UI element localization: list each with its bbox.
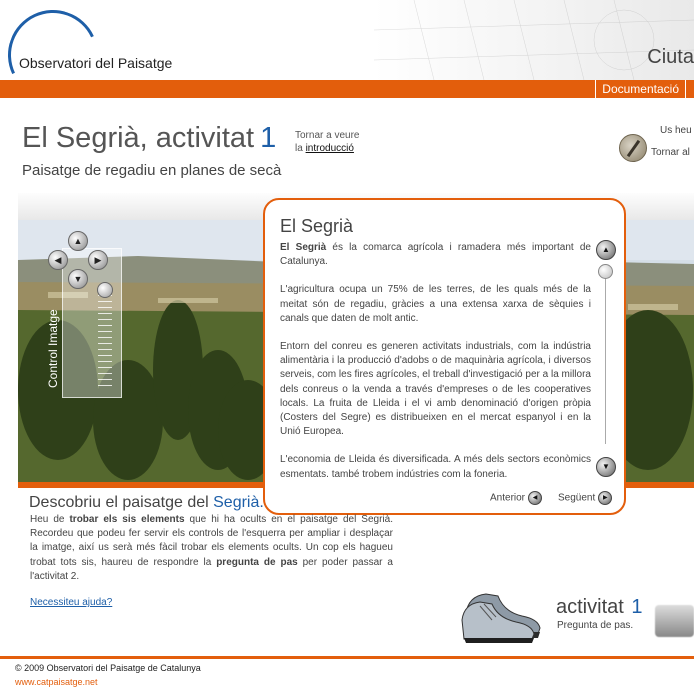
scroll-up-button[interactable]: ▲ <box>596 240 616 260</box>
previous-label: Anterior <box>490 492 526 504</box>
info-paragraph: L'agricultura ocupa un 75% de les terres, de les quals més de la meitat són de regadiu, gràcies a una extensa xarxa de sèquies i canals que daten de molt antic. <box>280 284 591 324</box>
info-panel <box>263 198 626 515</box>
pan-left-button[interactable]: ◀ <box>48 250 68 270</box>
activity-subtitle[interactable]: Pregunta de pas. <box>557 620 634 631</box>
help-top-line1[interactable]: Us heu <box>660 125 692 136</box>
discover-instructions <box>30 513 393 584</box>
instructions-text: que hi ha ocults en el paisatge del Segrià. Recordeu que podeu fer servir els controls de l'esquerra per ampliar i desplaçar la imatge, així us serà més fàcil trobar els elements ocults. Un cop els hagueu trobat tots sis, haureu de respondre la <box>30 514 393 568</box>
info-panel-text <box>280 241 591 481</box>
activity-title[interactable] <box>556 596 643 619</box>
scroll-down-button[interactable]: ▼ <box>596 457 616 477</box>
next-label: Següent <box>558 492 596 504</box>
nav-item-documentacio[interactable]: Documentació <box>595 80 686 98</box>
scroll-track[interactable] <box>605 266 606 444</box>
info-paragraph: L'economia de Lleida és diversificada. A més dels sectors econòmics esmentats. també trobem indústries com la foneria. <box>280 454 591 480</box>
info-paragraph-bold: El Segrià <box>280 242 327 253</box>
discover-heading-highlight: Segrià. <box>213 494 264 511</box>
activity-title-text: activitat <box>556 596 624 618</box>
page-title <box>22 122 276 155</box>
zoom-scale[interactable] <box>98 295 112 387</box>
scroll-thumb[interactable] <box>598 264 613 279</box>
nav-bar <box>0 80 694 98</box>
back-to-intro <box>295 129 375 155</box>
instructions-text: per poder passar a l'activitat 2. <box>30 556 393 582</box>
header <box>0 0 694 80</box>
page-subtitle: Paisatge de regadiu en planes de secà <box>22 162 282 179</box>
image-control-label: Control Imatge <box>46 309 60 388</box>
pan-up-button[interactable]: ▲ <box>68 231 88 251</box>
header-decoration <box>374 0 694 80</box>
instructions-bold: pregunta de pas <box>216 556 298 568</box>
site-logo-text[interactable]: Observatori del Paisatge <box>19 55 173 71</box>
hiking-boots-icon[interactable] <box>458 584 550 644</box>
zoom-slider-handle[interactable] <box>97 282 113 298</box>
discover-heading-text: Descobriu el paisatge del <box>29 494 209 511</box>
footer-divider <box>0 656 694 659</box>
info-paragraph <box>280 241 591 269</box>
compass-icon[interactable] <box>619 134 647 162</box>
help-link[interactable]: Necessiteu ajuda? <box>30 597 113 608</box>
header-section-title[interactable]: Ciuta <box>647 46 694 68</box>
page-title-number: 1 <box>260 122 277 154</box>
page-title-text: El Segrià, activitat <box>22 122 255 154</box>
activity-thumbnail[interactable] <box>655 605 694 637</box>
instructions-bold: trobar els sis elements <box>69 514 185 525</box>
previous-button[interactable] <box>490 491 542 506</box>
pan-right-button[interactable]: ▶ <box>88 250 108 270</box>
pan-down-button[interactable]: ▼ <box>68 269 88 289</box>
info-paragraph: Entorn del conreu es generen activitats industrials, com la indústria alimentària i la producció d'adobs o de maquinària agrícola, i diversos serveis, com les fires agrícoles, el treball d'investigació per a la millora dels conreus o la venda a través d'empreses o de les cooperatives locals. La fruita de Lleida i el vi amb denominació d'origen pròpia (Costers del Segre) es distribueixen en el mercat espanyol i en la Unió Europea. <box>280 341 591 438</box>
help-top-line2[interactable]: Tornar al <box>651 147 690 158</box>
info-panel-title: El Segrià <box>280 216 354 236</box>
instructions-text: Heu de <box>30 514 70 525</box>
next-button[interactable] <box>558 491 612 506</box>
back-to-intro-text: Tornar a veure <box>295 130 360 141</box>
previous-icon: ◀ <box>528 491 542 505</box>
activity-number: 1 <box>631 596 643 618</box>
intro-link[interactable]: introducció <box>305 143 354 154</box>
info-paragraph-text: és la comarca agrícola i ramadera més important de Catalunya. <box>280 242 591 268</box>
footer-url-link[interactable]: www.catpaisatge.net <box>15 677 98 687</box>
footer-copyright: © 2009 Observatori del Paisatge de Catalunya <box>15 663 201 673</box>
discover-heading <box>29 494 264 512</box>
back-to-intro-prefix: la <box>295 143 303 154</box>
next-icon: ▶ <box>598 491 612 505</box>
